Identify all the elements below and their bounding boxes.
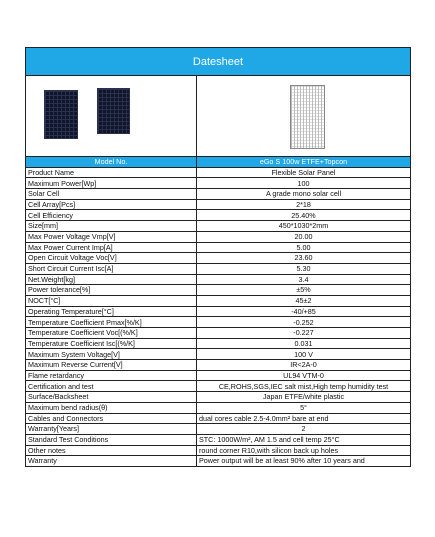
spec-value: 100 V: [197, 349, 411, 360]
spec-value: Japan ETFE/white plastic: [197, 392, 411, 403]
spec-value: -0.227: [197, 328, 411, 339]
spec-value: 2*18: [197, 199, 411, 210]
spec-label: Flame retardancy: [26, 370, 197, 381]
table-row: [26, 349, 410, 360]
spec-value: 3.4: [197, 274, 411, 285]
table-row: [26, 434, 410, 445]
spec-label: Operating Temperature[°C]: [26, 306, 197, 317]
table-row: [26, 295, 410, 306]
solar-panel-photo-front: [44, 90, 78, 139]
spec-label: NOCT[°C]: [26, 295, 197, 306]
product-images: [26, 76, 410, 157]
table-row: [26, 167, 410, 178]
spec-value: 100: [197, 178, 411, 189]
table-row: [26, 402, 410, 413]
table-row: [26, 263, 410, 274]
table-row: [26, 456, 410, 466]
spec-label: Max Power Voltage Vmp[V]: [26, 231, 197, 242]
spec-label: Other notes: [26, 445, 197, 456]
spec-value: CE,ROHS,SGS,IEC salt mist,High temp humidity test: [197, 381, 411, 392]
spec-header-value: eGo S 100w ETFE+Topcon: [197, 157, 411, 167]
spec-label: Cables and Connectors: [26, 413, 197, 424]
spec-value: 20.00: [197, 231, 411, 242]
table-row: [26, 189, 410, 200]
table-row: [26, 306, 410, 317]
spec-value: dual cores cable 2.5-4.0mm² bare at end: [197, 413, 411, 424]
table-row: [26, 381, 410, 392]
spec-label: Product Name: [26, 167, 197, 178]
spec-label: Certification and test: [26, 381, 197, 392]
spec-value: 25.40%: [197, 210, 411, 221]
spec-label: Warranty: [26, 456, 197, 466]
table-row: [26, 285, 410, 296]
spec-label: Standard Test Conditions: [26, 434, 197, 445]
table-row: [26, 178, 410, 189]
spec-value: UL94 VTM-0: [197, 370, 411, 381]
table-row: [26, 231, 410, 242]
spec-label: Warranty[Years]: [26, 424, 197, 435]
spec-label: Maximum System Voltage[V]: [26, 349, 197, 360]
spec-label: Power tolerance[%]: [26, 285, 197, 296]
panel-dimension-drawing: [197, 76, 410, 156]
spec-value: -0.252: [197, 317, 411, 328]
table-row: [26, 413, 410, 424]
spec-value: IR<2A-0: [197, 360, 411, 371]
table-row: [26, 370, 410, 381]
spec-value: 2: [197, 424, 411, 435]
spec-label: Surface/Backsheet: [26, 392, 197, 403]
spec-label: Temperature Coefficient Voc[(%/K]: [26, 328, 197, 339]
spec-header-key: Model No.: [26, 157, 197, 167]
solar-panel-photo-back: [97, 88, 130, 134]
table-row: [26, 253, 410, 264]
spec-value: 5.30: [197, 263, 411, 274]
panel-photos: [26, 76, 197, 156]
spec-value: 45±2: [197, 295, 411, 306]
datasheet-title: Datesheet: [26, 48, 410, 76]
spec-value: STC: 1000W/m², AM 1.5 and cell temp 25°C: [197, 434, 411, 445]
table-row: [26, 338, 410, 349]
spec-label: Cell Array[Pcs]: [26, 199, 197, 210]
table-row: [26, 328, 410, 339]
spec-value: 450*1030*2mm: [197, 221, 411, 232]
panel-drawing: [290, 85, 325, 149]
spec-table: [26, 157, 410, 466]
spec-value: 5.00: [197, 242, 411, 253]
table-row: [26, 317, 410, 328]
spec-label: Short Circuit Current Isc[A]: [26, 263, 197, 274]
spec-header-row: [26, 157, 410, 167]
spec-value: round corner R10,with silicon back up holes: [197, 445, 411, 456]
datasheet: [25, 47, 411, 467]
spec-value: ±5%: [197, 285, 411, 296]
spec-label: Size[mm]: [26, 221, 197, 232]
table-row: [26, 445, 410, 456]
table-row: [26, 392, 410, 403]
spec-label: Solar Cell: [26, 189, 197, 200]
spec-label: Open Circuit Voltage Voc[V]: [26, 253, 197, 264]
table-row: [26, 199, 410, 210]
spec-value: 0.031: [197, 338, 411, 349]
table-row: [26, 210, 410, 221]
spec-value: 23.60: [197, 253, 411, 264]
spec-label: Maximum bend radius(θ): [26, 402, 197, 413]
spec-value: 5°: [197, 402, 411, 413]
spec-label: Temperature Coefficient Pmax[%/K]: [26, 317, 197, 328]
spec-value: Flexible Solar Panel: [197, 167, 411, 178]
spec-value: A grade mono solar cell: [197, 189, 411, 200]
table-row: [26, 424, 410, 435]
spec-label: Maximum Reverse Current[V]: [26, 360, 197, 371]
spec-label: Temperature Coefficient Isc[(%/K]: [26, 338, 197, 349]
table-row: [26, 360, 410, 371]
spec-label: Max Power Current Imp[A]: [26, 242, 197, 253]
spec-label: Cell Efficiency: [26, 210, 197, 221]
table-row: [26, 274, 410, 285]
spec-label: Maximum Power[Wp]: [26, 178, 197, 189]
table-row: [26, 242, 410, 253]
spec-label: Net.Weight[kg]: [26, 274, 197, 285]
spec-value: Power output will be at least 90% after 10 years and: [197, 456, 411, 466]
spec-value: -40/+85: [197, 306, 411, 317]
table-row: [26, 221, 410, 232]
